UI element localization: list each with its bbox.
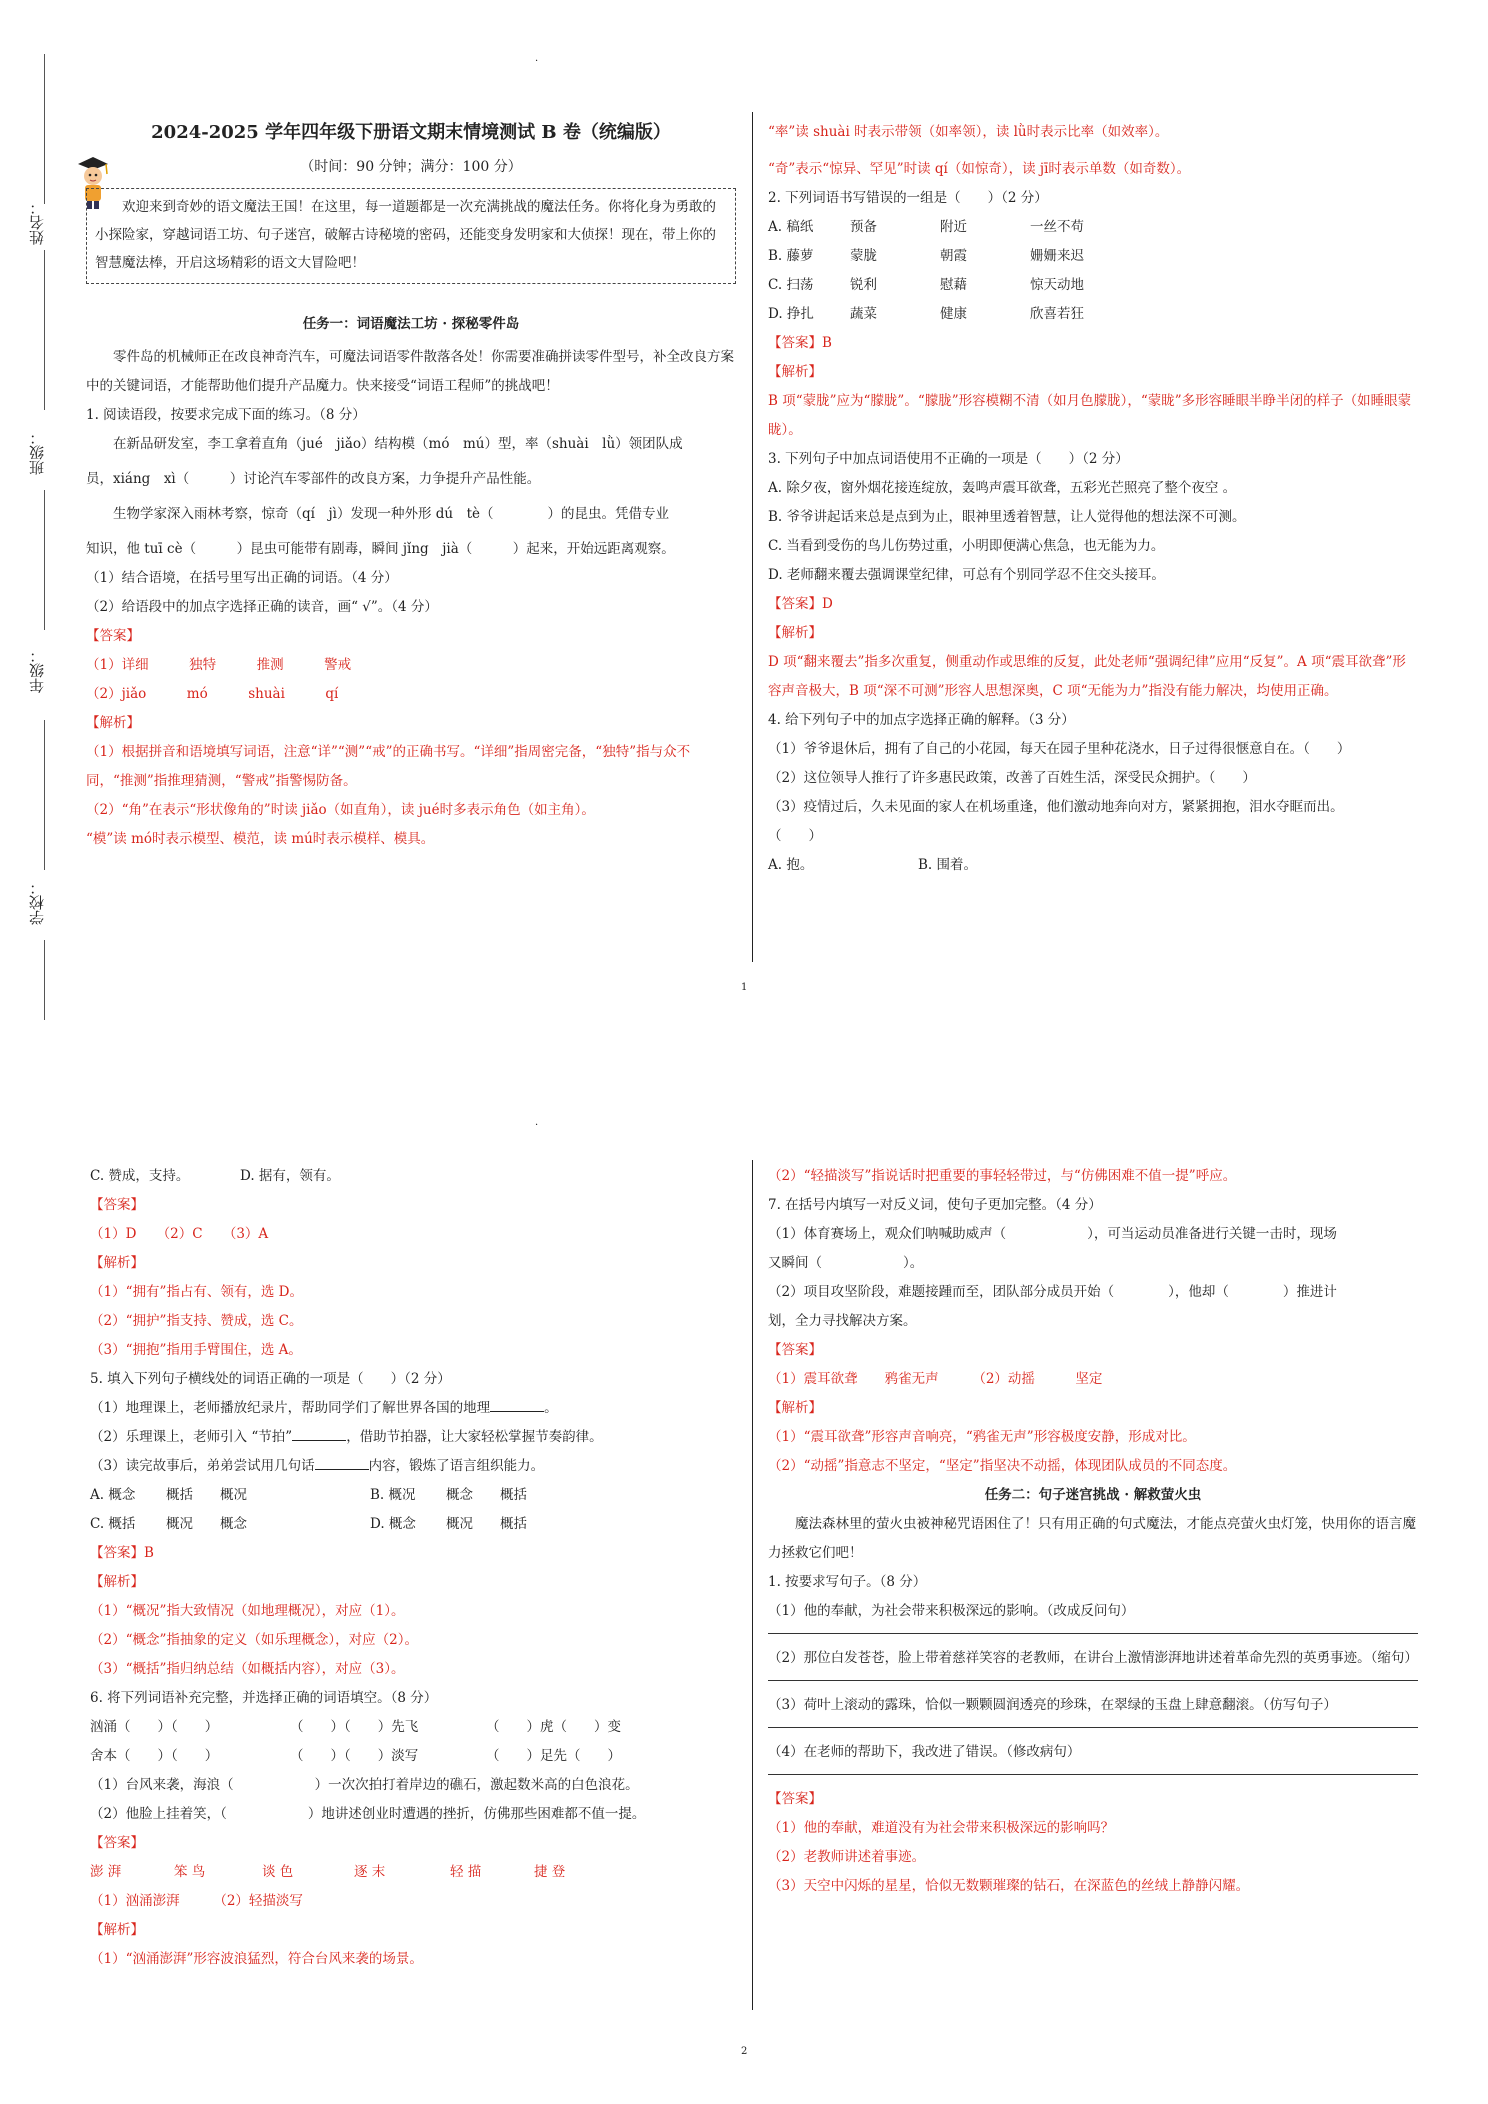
q5-explanation-2: （2）“概念”指抽象的定义（如乐理概念），对应（2）。	[90, 1632, 418, 1648]
q2-option-d: D. 挣扎 蔬菜 健康 欣喜若狂	[768, 306, 1084, 322]
q2-option-a: A. 稿纸 预备 附近 一丝不苟	[768, 219, 1084, 235]
q1-explanation-1: （1）根据拼音和语境填写词语，注意“详”“测”“戒”的正确书写。“详细”指周密完备，“独特”指与众不同，“推测”指推理猜测，“警戒”指警惕防备。	[86, 744, 691, 789]
answer-label: 【答案】	[90, 1197, 144, 1213]
q4-options-ab: A. 抱。 B. 围着。	[768, 857, 978, 873]
page1-right-column	[768, 118, 1418, 880]
q7-explanation-1: （1）“震耳欲聋”形容声音响亮，“鸦雀无声”形容极度安静，形成对比。	[768, 1429, 1196, 1445]
q2-option-c: C. 扫荡 锐利 慰藉 惊天动地	[768, 277, 1084, 293]
class-label: 班级：	[28, 430, 46, 475]
q5-sentence-3: （3）读完故事后，弟弟尝试用几句话 内容，锻炼了语言组织能力。	[90, 1452, 740, 1481]
q6-answer-words: 澎 湃 笨 鸟 谈 色 逐 末 轻 描 捷 登	[90, 1864, 566, 1880]
task2-title: 任务二：句子迷宫挑战 · 解救萤火虫	[984, 1487, 1202, 1503]
q4-explanation-2: （2）“拥护”指支持、赞成，选 C。	[90, 1313, 303, 1329]
q2-explanation: B 项“蒙胧”应为“朦胧”。“朦胧”形容模糊不清（如月色朦胧），“蒙眬”多形容睡眼半睁半闭的样子（如睡眼蒙眬）。	[768, 393, 1412, 438]
q2-option-b: B. 藤萝 蒙胧 朝霞 姗姗来迟	[768, 248, 1084, 264]
s1-answer-3: （3）天空中闪烁的星星，恰似无数颗璀璨的钻石，在深蓝色的丝绒上静静闪耀。	[768, 1878, 1250, 1894]
answer-line[interactable]	[768, 1679, 1418, 1681]
q3-option-d: D. 老师翻来覆去强调课堂纪律，可总有个别同学忍不住交头接耳。	[768, 567, 1165, 583]
q1-explanation-5: “奇”表示“惊异、罕见”时读 qí（如惊奇），读 jī时表示单数（如奇数）。	[768, 161, 1191, 177]
q1-passage-line: 在新品研发室，李工拿着直角（jué jiǎo）结构模（mó mú）型，率（shuài lǜ）领团队成	[113, 436, 683, 452]
q5-sentence-2: （2）乐理课上，老师引入 “节拍” ，借助节拍器，让大家轻松掌握节奏韵律。	[90, 1423, 740, 1452]
q6-title: 6. 将下列词语补充完整，并选择正确的词语填空。（8 分）	[90, 1690, 438, 1706]
s1-question-4: （4）在老师的帮助下，我改进了错误。（修改病句）	[768, 1744, 1081, 1760]
q4-sentence-2: （2）这位领导人推行了许多惠民政策，改善了百姓生活，深受民众拥护。（ ）	[768, 770, 1256, 786]
q4-title: 4. 给下列句子中的加点字选择正确的解释。（3 分）	[768, 712, 1075, 728]
q6-row-1: 汹涌（ ）（ ） （ ）（ ）先飞 （ ）虎（ ）变	[90, 1719, 621, 1735]
q3-option-a: A. 除夕夜，窗外烟花接连绽放，轰鸣声震耳欲聋，五彩光芒照亮了整个夜空 。	[768, 480, 1237, 496]
page-title: 2024-2025 学年四年级下册语文期末情境测试 B 卷（统编版）	[151, 122, 671, 143]
q1-sub2: （2）给语段中的加点字选择正确的读音，画“ √”。（4 分）	[86, 599, 438, 615]
q7-answer: （1）震耳欲聋 鸦雀无声 （2）动摇 坚定	[768, 1371, 1103, 1387]
q4-answer: （1）D （2）C （3）A	[90, 1226, 269, 1242]
q3-answer: 【答案】D	[768, 596, 833, 612]
page-2	[0, 1052, 1488, 2104]
intro-box	[86, 188, 736, 284]
page2-right-column	[768, 1162, 1418, 1901]
q6-sentence-1: （1）台风来袭，海浪（ ）一次次拍打着岸边的礁石，激起数米高的白色浪花。	[90, 1777, 639, 1793]
column-divider	[752, 1160, 753, 2010]
q1-passage-line: 员，xiáng xì（ ）讨论汽车零部件的改良方案，力争提升产品性能。	[86, 471, 541, 487]
page2-left-column	[90, 1162, 740, 1974]
binding-line	[44, 720, 45, 870]
q6-explanation-2: （2）“轻描淡写”指说话时把重要的事轻轻带过，与“仿佛困难不值一提”呼应。	[768, 1168, 1237, 1184]
s1-answer-2: （2）老教师讲述着事迹。	[768, 1849, 926, 1865]
q4-options-cd: C. 赞成，支持。 D. 据有，领有。	[90, 1168, 340, 1184]
q7-title: 7. 在括号内填写一对反义词，使句子更加完整。（4 分）	[768, 1197, 1102, 1213]
s1-question-2: （2）那位白发苍苍，脸上带着慈祥笑容的老教师，在讲台上激情澎湃地讲述着革命先烈的英勇事迹。（缩句）	[768, 1650, 1418, 1666]
q6-answer-2: （1）汹涌澎湃 （2）轻描淡写	[90, 1893, 303, 1909]
column-divider	[752, 112, 753, 962]
explanation-label: 【解析】	[768, 1400, 822, 1416]
q4-sentence-3-blank: （ ）	[768, 828, 822, 844]
explanation-label: 【解析】	[90, 1255, 144, 1271]
q5-options-ab: A. 概念 概括 概况 B. 概况 概念 概括	[90, 1487, 527, 1503]
q1-passage-line: 生物学家深入雨林考察，惊奇（qí jì）发现一种外形 dú tè（ ）的昆虫。凭借专业	[113, 506, 670, 522]
q1-explanation-3: “模”读 mó时表示模型、模范，读 mú时表示模样、模具。	[86, 831, 435, 847]
q1-answer-1: （1）详细 独特 推测 警戒	[86, 657, 352, 673]
school-label: 学校：	[28, 880, 46, 925]
q7-explanation-2: （2）“动摇”指意志不坚定，“坚定”指坚决不动摇，体现团队成员的不同态度。	[768, 1458, 1237, 1474]
q2-title: 2. 下列词语书写错误的一组是（ ）（2 分）	[768, 190, 1048, 206]
q7-sentence-2: （2）项目攻坚阶段，难题接踵而至，团队部分成员开始（ ），他却（ ）推进计	[768, 1284, 1337, 1300]
q7-sentence-1: （1）体育赛场上，观众们呐喊助威声（ ），可当运动员准备进行关键一击时，现场	[768, 1226, 1337, 1242]
q3-option-b: B. 爷爷讲起话来总是点到为止，眼神里透着智慧，让人觉得他的想法深不可测。	[768, 509, 1246, 525]
intro-text: 欢迎来到奇妙的语文魔法王国！在这里，每一道题都是一次充满挑战的魔法任务。你将化身为勇敢的小探险家，穿越词语工坊、句子迷宫，破解古诗秘境的密码，还能变身发明家和大侦探！现在，带上你的智慧魔法棒，开启这场精彩的语文大冒险吧！	[95, 199, 716, 271]
q5-sentence-1: （1）地理课上，老师播放纪录片，帮助同学们了解世界各国的地理 。	[90, 1394, 740, 1423]
page-number: 1	[741, 982, 748, 993]
explanation-label: 【解析】	[86, 715, 140, 731]
answer-label: 【答案】	[768, 1791, 822, 1807]
q5-explanation-1: （1）“概况”指大致情况（如地理概况），对应（1）。	[90, 1603, 405, 1619]
grade-label: 年级：	[28, 648, 46, 693]
q1-answer-2: （2）jiǎo mó shuài qí	[86, 686, 339, 702]
s1-answer-1: （1）他的奉献，难道没有为社会带来积极深远的影响吗？	[768, 1820, 1115, 1836]
q1-passage-line: 知识，他 tuī cè（ ）昆虫可能带有剧毒，瞬间 jǐng jià（ ）起来，开始远距离观察。	[86, 541, 675, 557]
s1-question-3: （3）荷叶上滚动的露珠，恰似一颗颗圆润透亮的珍珠，在翠绿的玉盘上肆意翻滚。（仿写句子）	[768, 1697, 1337, 1713]
q5-title: 5. 填入下列句子横线处的词语正确的一项是（ ）（2 分）	[90, 1371, 451, 1387]
s1-title: 1. 按要求写句子。（8 分）	[768, 1574, 927, 1590]
binding-line	[44, 940, 45, 1020]
q1-explanation-4: “率”读 shuài 时表示带领（如率领），读 lǜ时表示比率（如效率）。	[768, 124, 1169, 140]
explanation-label: 【解析】	[768, 625, 822, 641]
explanation-label: 【解析】	[768, 364, 822, 380]
header-dot: ·	[535, 1120, 539, 1131]
header-dot: ·	[535, 56, 539, 67]
answer-line[interactable]	[768, 1773, 1418, 1775]
q4-sentence-1: （1）爷爷退休后，拥有了自己的小花园，每天在园子里种花浇水，日子过得很惬意自在。（ ）	[768, 741, 1351, 757]
answer-line[interactable]	[768, 1726, 1418, 1728]
answer-line[interactable]	[768, 1632, 1418, 1634]
page1-left-column	[86, 118, 736, 854]
q7-sentence-1b: 又瞬间（ ）。	[768, 1255, 924, 1271]
name-label: 姓名：	[28, 200, 46, 245]
q5-options-cd: C. 概括 概况 概念 D. 概念 概况 概括	[90, 1516, 527, 1532]
task2-intro: 魔法森林里的萤火虫被神秘咒语困住了！只有用正确的句式魔法，才能点亮萤火虫灯笼，快用你的语言魔力拯救它们吧！	[768, 1516, 1416, 1561]
q3-explanation: D 项“翻来覆去”指多次重复，侧重动作或思维的反复，此处老师“强调纪律”应用“反复”。A 项“震耳欲聋”形容声音极大，B 项“深不可测”形容人思想深奥，C 项“无能为力”指没有能力解决，均使用正确。	[768, 654, 1406, 699]
explanation-label: 【解析】	[90, 1922, 144, 1938]
page-number: 2	[741, 2046, 748, 2057]
exam-time-info: （时间：90 分钟；满分：100 分）	[300, 159, 522, 175]
q4-explanation-3: （3）“拥抱”指用手臂围住，选 A。	[90, 1342, 302, 1358]
q1-sub1: （1）结合语境，在括号里写出正确的词语。（4 分）	[86, 570, 398, 586]
s1-question-1: （1）他的奉献，为社会带来积极深远的影响。（改成反问句）	[768, 1603, 1135, 1619]
q3-option-c: C. 当看到受伤的鸟儿伤势过重，小明即便满心焦急，也无能为力。	[768, 538, 1165, 554]
q3-title: 3. 下列句子中加点词语使用不正确的一项是（ ）（2 分）	[768, 451, 1129, 467]
task1-intro: 零件岛的机械师正在改良神奇汽车，可魔法词语零件散落各处！你需要准确拼读零件型号，补全改良方案中的关键词语，才能帮助他们提升产品魔力。快来接受“词语工程师”的挑战吧！	[86, 349, 734, 394]
binding-line	[44, 250, 45, 410]
q5-answer: 【答案】B	[90, 1545, 154, 1561]
task1-title: 任务一：词语魔法工坊 · 探秘零件岛	[302, 316, 520, 332]
q6-row-2: 舍本（ ）（ ） （ ）（ ）淡写 （ ）足先（ ）	[90, 1748, 621, 1764]
binding-line	[44, 54, 45, 204]
q6-sentence-2: （2）他脸上挂着笑，（ ）地讲述创业时遭遇的挫折，仿佛那些困难都不值一提。	[90, 1806, 646, 1822]
explanation-label: 【解析】	[90, 1574, 144, 1590]
q1-explanation-2: （2）“角”在表示“形状像角的”时读 jiǎo（如直角），读 jué时多表示角色（如主角）。	[86, 802, 595, 818]
q7-sentence-2b: 划，全力寻找解决方案。	[768, 1313, 917, 1329]
answer-label: 【答案】	[90, 1835, 144, 1851]
q4-explanation-1: （1）“拥有”指占有、领有，选 D。	[90, 1284, 304, 1300]
answer-label: 【答案】	[86, 628, 140, 644]
answer-label: 【答案】	[768, 1342, 822, 1358]
q6-explanation-1: （1）“汹涌澎湃”形容波浪猛烈，符合台风来袭的场景。	[90, 1951, 423, 1967]
binding-line	[44, 490, 45, 630]
q5-explanation-3: （3）“概括”指归纳总结（如概括内容），对应（3）。	[90, 1661, 405, 1677]
q4-sentence-3: （3）疫情过后，久未见面的家人在机场重逢，他们激动地奔向对方，紧紧拥抱，泪水夺眶而出。	[768, 799, 1344, 815]
q2-answer: 【答案】B	[768, 335, 832, 351]
q1-title: 1. 阅读语段，按要求完成下面的练习。（8 分）	[86, 407, 366, 423]
